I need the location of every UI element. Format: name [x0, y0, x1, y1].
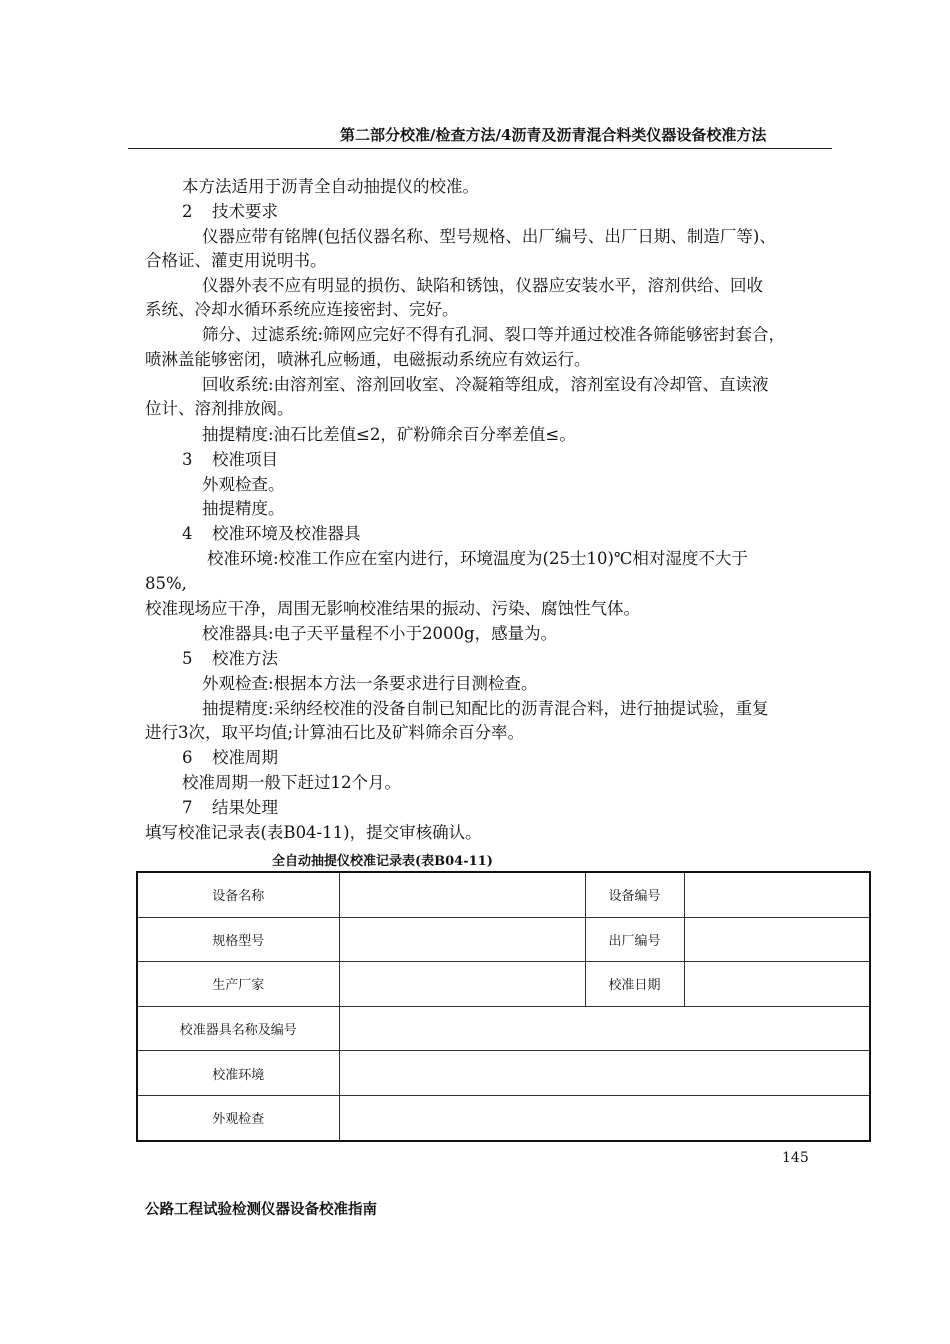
- section-number: 3: [182, 450, 193, 469]
- section-title: 校准项目: [212, 450, 278, 469]
- section-number: 2: [182, 202, 193, 221]
- table-row: [137, 1095, 870, 1140]
- section-title: 结果处理: [212, 798, 278, 817]
- section-title: 校准周期: [212, 748, 278, 767]
- paragraph-result-handling: 填写校准记录表(表B04-11)，提交审核确认。: [145, 823, 482, 842]
- book-title-footer: 公路工程试验检测仪器设备校准指南: [145, 1201, 377, 1218]
- paragraph-sieving-line-1: 筛分、过滤系统:筛网应完好不得有孔洞、裂口等并通过校准各筛能够密封套合，: [202, 325, 786, 344]
- section-number: 5: [182, 649, 193, 668]
- paragraph-appearance-line-1: 仪器外表不应有明显的损伤、缺陷和锈蚀，仪器应安装水平，溶剂供给、回收: [202, 276, 763, 295]
- paragraph-recovery-line-2: 位计、溶剂排放阀。: [145, 399, 294, 418]
- item-extraction-precision: 抽提精度。: [202, 499, 285, 518]
- paragraph-sieving-line-2: 喷淋盖能够密闭，喷淋孔应畅通，电磁振动系统应有效运行。: [145, 350, 591, 369]
- label-environment: 校准环境: [137, 1051, 339, 1096]
- section-7-heading: [182, 796, 278, 820]
- section-number: 7: [182, 798, 193, 817]
- paragraph-calibration-period: 校准周期一般下赶过12个月。: [182, 773, 401, 792]
- label-instrument-name-number: 校准器具名称及编号: [137, 1006, 339, 1051]
- calibration-record-table: [136, 871, 871, 1142]
- section-3-heading: [182, 448, 278, 472]
- section-number: 4: [182, 524, 193, 543]
- label-model: 规格型号: [137, 917, 339, 962]
- label-device-number: 设备编号: [585, 872, 684, 917]
- label-appearance-check: 外观检查: [137, 1095, 339, 1140]
- paragraph-environment-line-2: 85%,: [145, 574, 187, 593]
- table-row: [137, 917, 870, 962]
- paragraph-appearance-line-2: 系统、冷却水循环系统应连接密封、完好。: [145, 300, 459, 319]
- section-title: 校准方法: [212, 649, 278, 668]
- section-2-heading: [182, 200, 278, 224]
- section-title: 技术要求: [212, 202, 278, 221]
- paragraph-method-precision-line-2: 进行3次，取平均值;计算油石比及矿料筛余百分率。: [145, 723, 525, 742]
- paragraph-method-appearance: 外观检查:根据本方法一条要求进行目测检查。: [202, 674, 538, 693]
- value-device-name[interactable]: [339, 872, 585, 917]
- value-factory-number[interactable]: [684, 917, 870, 962]
- table-row: [137, 1006, 870, 1051]
- value-appearance-check[interactable]: [339, 1095, 870, 1140]
- paragraph-nameplate-line-1: 仪器应带有铭牌(包括仪器名称、型号规格、出厂编号、出厂日期、制造厂等)、: [202, 227, 776, 246]
- intro-paragraph: 本方法适用于沥青全自动抽提仪的校准。: [182, 177, 479, 196]
- value-calibration-date[interactable]: [684, 962, 870, 1007]
- paragraph-environment-line-3: 校准现场应干净，周围无影响校准结果的振动、污染、腐蚀性气体。: [145, 599, 640, 618]
- table-row: [137, 1051, 870, 1096]
- section-number: 6: [182, 748, 193, 767]
- page-number: 145: [782, 1150, 809, 1166]
- record-table-title: 全自动抽提仪校准记录表(表B04-11): [272, 854, 493, 869]
- section-title: 校准环境及校准器具: [212, 524, 361, 543]
- running-header-title: 第二部分校准/检查方法/4沥青及沥青混合料类仪器设备校准方法: [340, 126, 767, 144]
- item-appearance-check: 外观检查。: [202, 475, 285, 494]
- label-calibration-date: 校准日期: [585, 962, 684, 1007]
- value-instrument-name-number[interactable]: [339, 1006, 870, 1051]
- label-factory-number: 出厂编号: [585, 917, 684, 962]
- value-environment[interactable]: [339, 1051, 870, 1096]
- paragraph-extraction-precision: 抽提精度:油石比差值≤2，矿粉筛余百分率差值≤。: [202, 425, 576, 444]
- paragraph-environment-line-1: 校准环境:校准工作应在室内进行，环境温度为(25士10)℃相对湿度不大于: [207, 549, 748, 568]
- label-manufacturer: 生产厂家: [137, 962, 339, 1007]
- table-row: [137, 962, 870, 1007]
- value-device-number[interactable]: [684, 872, 870, 917]
- section-6-heading: [182, 746, 278, 770]
- section-5-heading: [182, 647, 278, 671]
- paragraph-nameplate-line-2: 合格证、灌吏用说明书。: [145, 251, 327, 270]
- section-4-heading: [182, 522, 361, 546]
- value-model[interactable]: [339, 917, 585, 962]
- paragraph-method-precision-line-1: 抽提精度:采纳经校准的没备自制已知配比的沥青混合料，进行抽提试验，重复: [202, 699, 769, 718]
- label-device-name: 设备名称: [137, 872, 339, 917]
- table-row: [137, 872, 870, 917]
- paragraph-recovery-line-1: 回收系统:由溶剂室、溶剂回收室、冷凝箱等组成，溶剂室设有冷却管、直读液: [202, 375, 769, 394]
- header-divider: [128, 148, 832, 149]
- value-manufacturer[interactable]: [339, 962, 585, 1007]
- paragraph-instruments: 校准器具:电子天平量程不小于2000g，感量为。: [202, 624, 558, 643]
